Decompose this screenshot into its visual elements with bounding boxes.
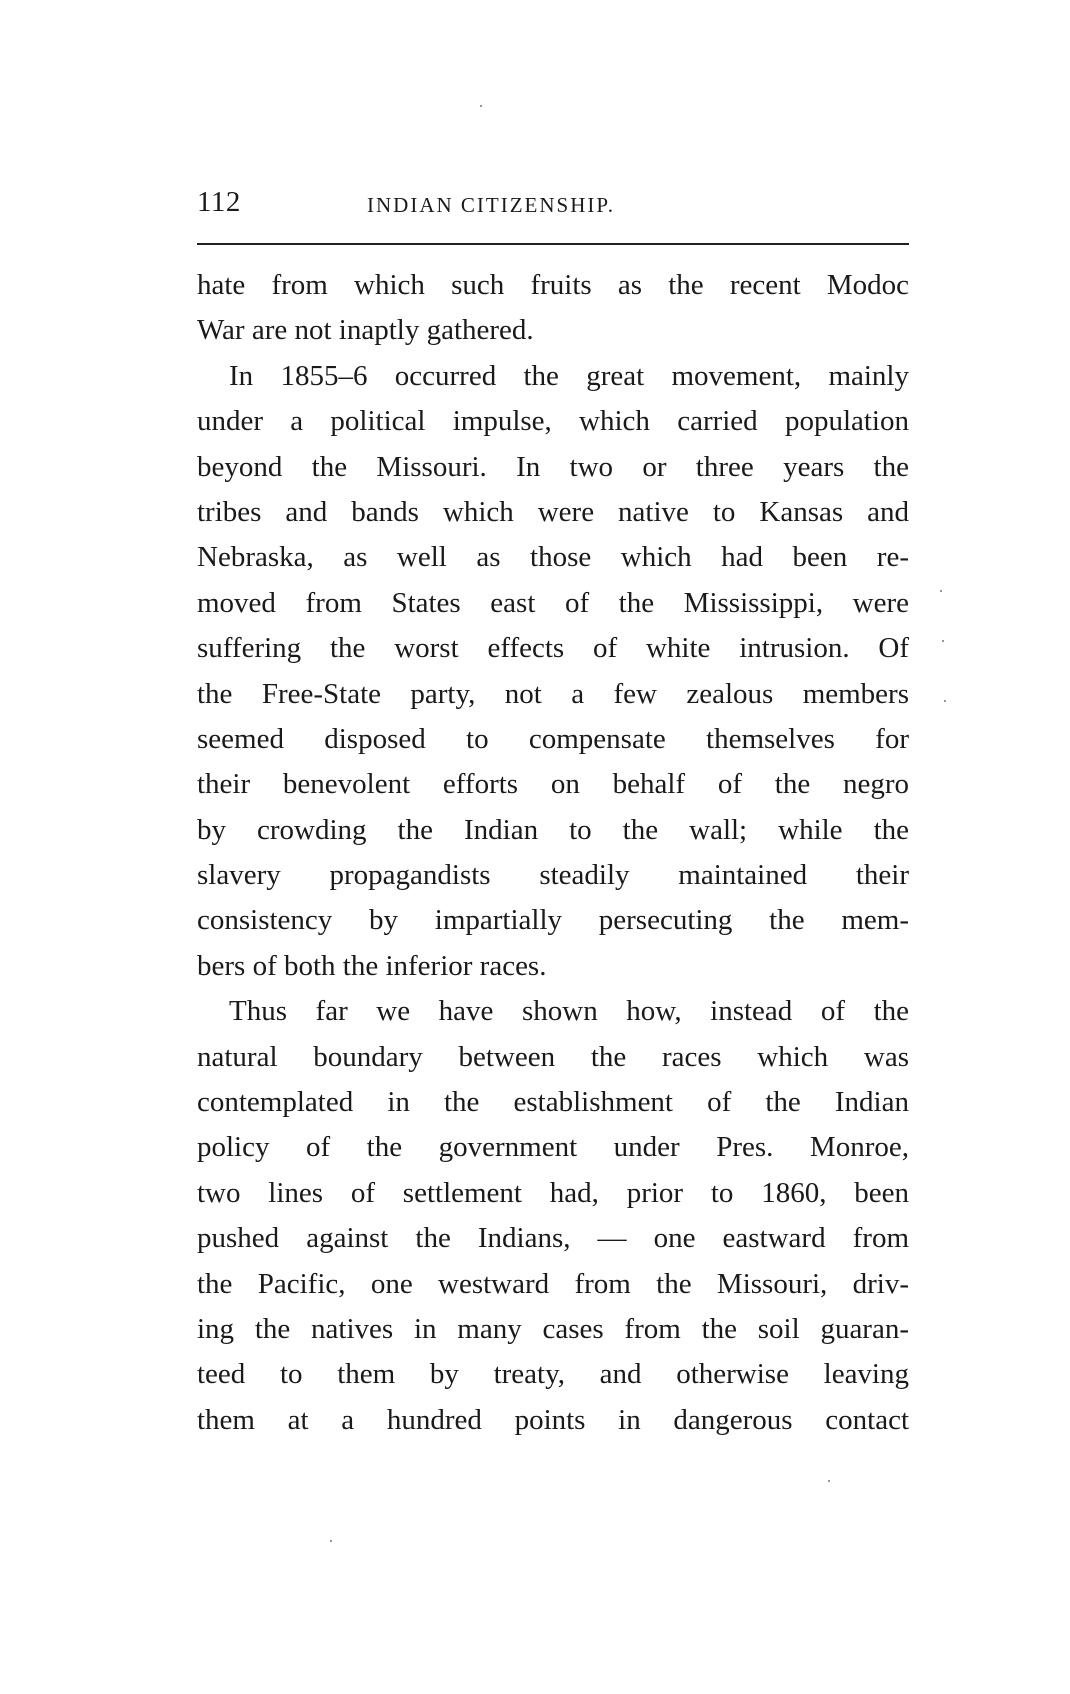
text-line: In 1855–6 occurred the great movement, mainly bbox=[229, 359, 909, 392]
scan-speck bbox=[944, 700, 946, 702]
text-line: contemplated in the establishment of the Indian bbox=[197, 1086, 909, 1119]
scan-speck bbox=[828, 1480, 830, 1482]
paragraph-1 bbox=[197, 263, 909, 354]
paragraph-2 bbox=[197, 354, 909, 989]
scan-speck bbox=[480, 105, 482, 107]
text-line: ing the natives in many cases from the soil guaran- bbox=[197, 1312, 909, 1345]
page-header bbox=[197, 186, 909, 226]
text-line: beyond the Missouri. In two or three years the bbox=[197, 450, 909, 483]
scan-speck bbox=[330, 1540, 332, 1542]
text-line: Thus far we have shown how, instead of the bbox=[229, 995, 909, 1028]
scan-speck bbox=[940, 590, 942, 592]
text-line: Nebraska, as well as those which had been re- bbox=[197, 541, 909, 574]
text-line: two lines of settlement had, prior to 1860, been bbox=[197, 1176, 909, 1209]
text-line: seemed disposed to compensate themselves for bbox=[197, 722, 909, 755]
text-line: the Free-State party, not a few zealous members bbox=[197, 677, 909, 710]
text-line: pushed against the Indians, — one eastward from bbox=[197, 1222, 909, 1255]
page-number: 112 bbox=[197, 186, 241, 218]
running-head: INDIAN CITIZENSHIP. bbox=[367, 193, 615, 217]
text-line: natural boundary between the races which was bbox=[197, 1040, 909, 1073]
scan-speck bbox=[942, 640, 944, 642]
text-line: their benevolent efforts on behalf of the negro bbox=[197, 768, 909, 801]
text-line: under a political impulse, which carried population bbox=[197, 405, 909, 438]
text-line: War are not inaptly gathered. bbox=[197, 314, 534, 347]
text-line: tribes and bands which were native to Kansas and bbox=[197, 495, 909, 528]
paragraph-3 bbox=[197, 989, 909, 1443]
text-line: slavery propagandists steadily maintained their bbox=[197, 859, 909, 892]
header-rule bbox=[197, 243, 909, 245]
text-line: bers of both the inferior races. bbox=[197, 949, 547, 982]
text-line: teed to them by treaty, and otherwise leaving bbox=[197, 1358, 909, 1391]
text-line: consistency by impartially persecuting the mem- bbox=[197, 904, 909, 937]
text-line: them at a hundred points in dangerous contact bbox=[197, 1403, 909, 1436]
text-line: by crowding the Indian to the wall; while the bbox=[197, 813, 909, 846]
text-line: the Pacific, one westward from the Missouri, driv- bbox=[197, 1267, 909, 1300]
text-line: hate from which such fruits as the recent Modoc bbox=[197, 269, 909, 301]
text-line: moved from States east of the Mississippi, were bbox=[197, 586, 909, 619]
text-line: suffering the worst effects of white intrusion. Of bbox=[197, 632, 909, 665]
body-text bbox=[197, 263, 909, 1443]
text-line: policy of the government under Pres. Monroe, bbox=[197, 1131, 909, 1164]
